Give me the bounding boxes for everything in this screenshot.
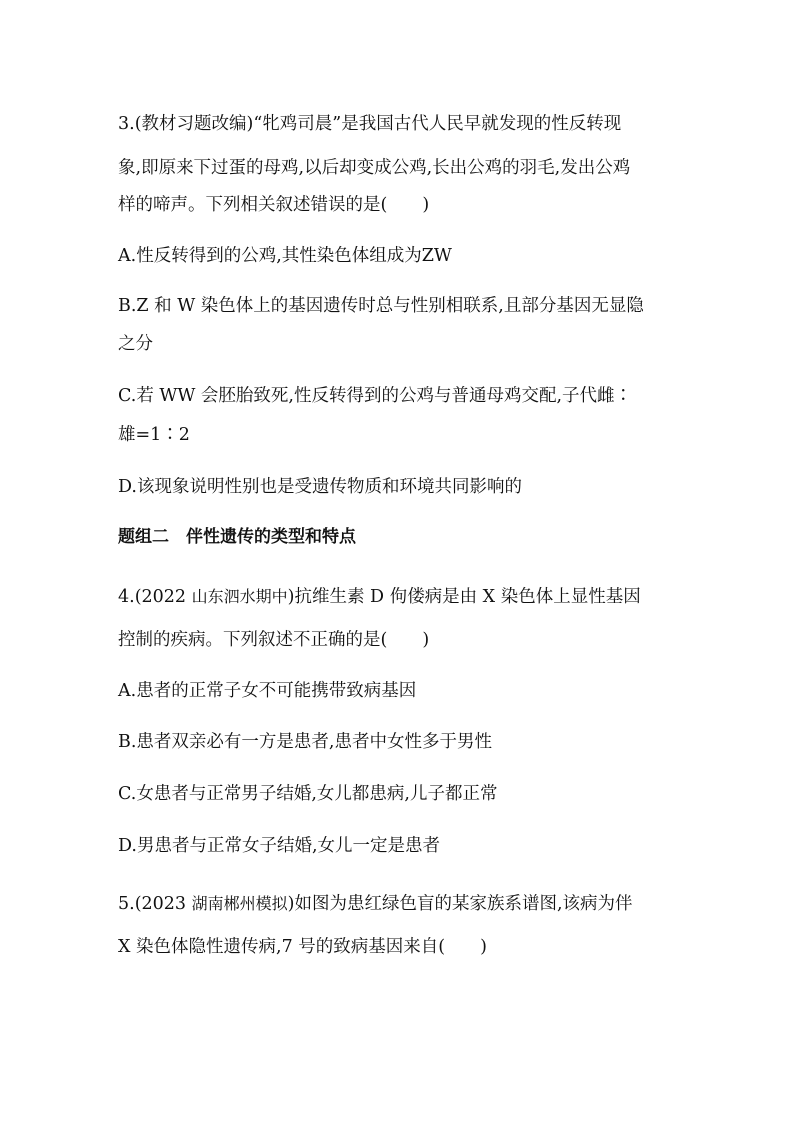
group-2-heading: 题组二 伴性遗传的类型和特点 — [118, 527, 356, 547]
q4-option-c: C.女患者与正常男子结婚,女儿都患病,儿子都正常 — [118, 784, 498, 804]
q5-number: 5.(2023 — [118, 894, 192, 914]
q3-option-c-line-2: 雄=1∶2 — [118, 425, 190, 445]
q4-stem-text: )抗维生素 D 佝偻病是由 X 染色体上显性基因 — [287, 587, 641, 607]
q4-option-d: D.男患者与正常女子结婚,女儿一定是患者 — [118, 836, 441, 856]
q5-stem-text: )如图为患红绿色盲的某家族系谱图,该病为伴 — [287, 894, 633, 914]
q5-stem-line-2: X 染色体隐性遗传病,7 号的致病基因来自( ) — [118, 937, 487, 957]
q3-option-c-line-1: C.若 WW 会胚胎致死,性反转得到的公鸡与普通母鸡交配,子代雌∶ — [118, 386, 633, 406]
q4-option-b: B.患者双亲必有一方是患者,患者中女性多于男性 — [118, 732, 492, 752]
q3-option-d: D.该现象说明性别也是受遗传物质和环境共同影响的 — [118, 477, 522, 497]
q4-stem-line-2: 控制的疾病。下列叙述不正确的是( ) — [118, 630, 430, 650]
q5-stem-line-1 — [118, 896, 633, 914]
q3-option-b-line-1: B.Z 和 W 染色体上的基因遗传时总与性别相联系,且部分基因无显隐 — [118, 296, 644, 316]
q3-stem-line-2: 象,即原来下过蛋的母鸡,以后却变成公鸡,长出公鸡的羽毛,发出公鸡 — [118, 158, 631, 178]
q4-option-a: A.患者的正常子女不可能携带致病基因 — [118, 681, 417, 701]
q4-number: 4.(2022 — [118, 587, 192, 607]
q4-source: 山东泗水期中 — [191, 587, 288, 606]
q4-stem-line-1 — [118, 589, 641, 607]
q3-option-b-line-2: 之分 — [118, 334, 153, 354]
q3-option-a: A.性反转得到的公鸡,其性染色体组成为ZW — [118, 246, 452, 266]
q3-stem-line-3: 样的啼声。下列相关叙述错误的是( ) — [118, 195, 430, 215]
q5-source: 湖南郴州模拟 — [191, 894, 288, 913]
q3-stem-line-1: 3.(教材习题改编)“牝鸡司晨”是我国古代人民早就发现的性反转现 — [118, 114, 622, 134]
